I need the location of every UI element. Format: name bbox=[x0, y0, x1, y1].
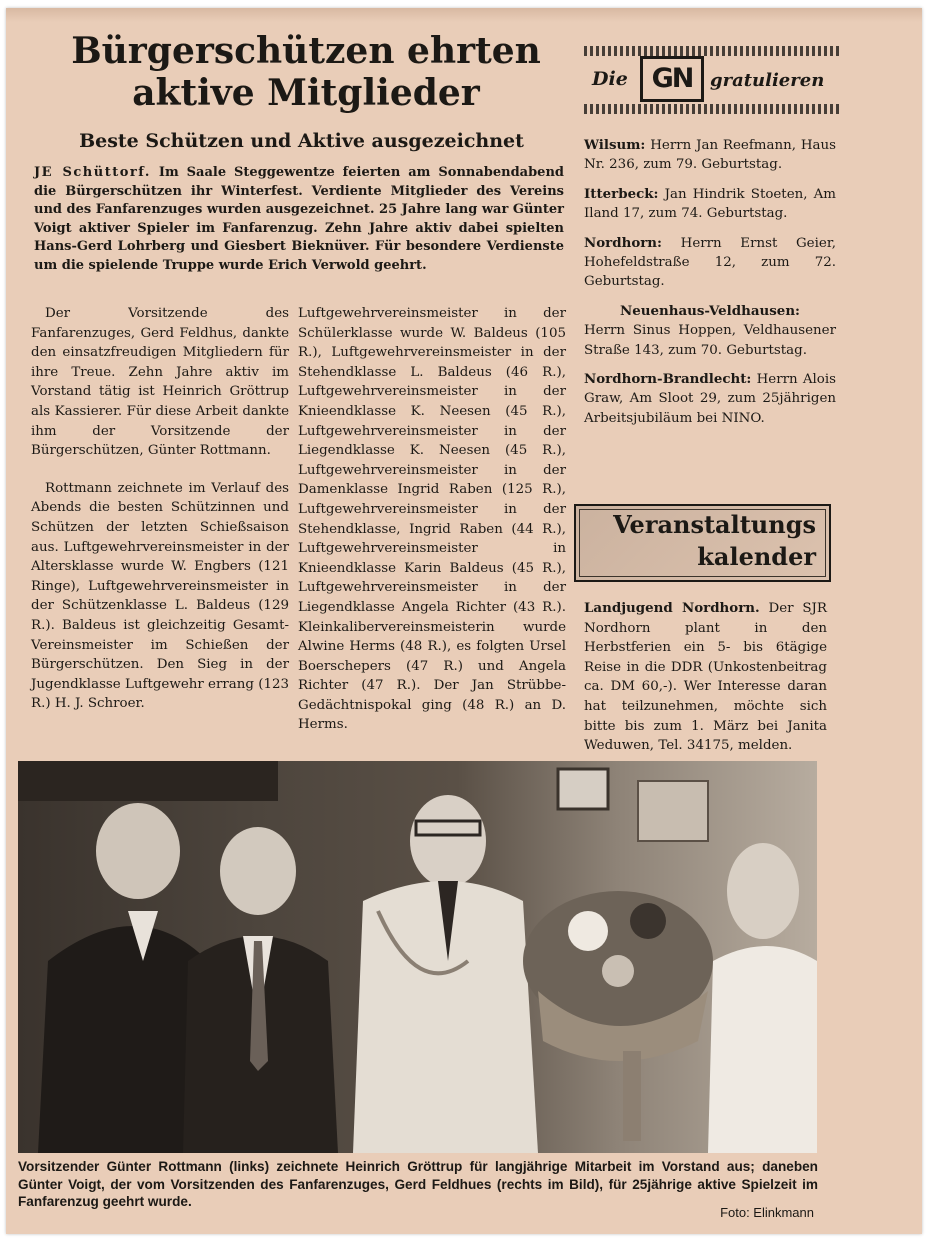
gratulieren-label: gratulieren bbox=[710, 70, 825, 91]
entry-place: Wilsum: bbox=[584, 137, 646, 153]
torn-edge bbox=[6, 8, 922, 22]
birthday-list bbox=[584, 136, 836, 438]
birthday-entry bbox=[584, 185, 836, 224]
article-column-2 bbox=[298, 304, 566, 753]
gn-gratulieren-header bbox=[584, 42, 842, 118]
gn-logo: GN bbox=[640, 56, 704, 102]
entry-place: Nordhorn: bbox=[584, 234, 662, 251]
event-text: Der SJR Nordhorn plant in den Herbstferien ein 5- bis 6tägige Reise in die DDR (Unkostenbeitrag ca. DM 60,-). Wer Interesse daran hat teilzunehmen, möchte sich bitte bis zum 1. März bei Janita Weduwen, Tel. 34175, melden. bbox=[584, 601, 827, 754]
birthday-entry bbox=[584, 234, 836, 292]
birthday-entry bbox=[584, 302, 836, 360]
wall-beam bbox=[18, 761, 278, 801]
entry-place: Itterbeck: bbox=[584, 185, 659, 202]
entry-text: Herrn Alois Graw, Am Sloot 29, zum 25jährigen Arbeitsjubiläum bei NINO. bbox=[584, 372, 836, 426]
person-4 bbox=[708, 843, 817, 1153]
event-entry bbox=[584, 599, 827, 756]
person-2 bbox=[183, 827, 338, 1153]
column-1-paragraph-2: Rottmann zeichnete im Verlauf des Abends die besten Schützinnen und Schützen der letzten Schießsaison aus. Luftgewehrvereinsmeister in der Altersklasse wurde W. Engbers (121 Ringe), Luftgewehrvereinsmeister in der Schützenklasse L. Baldeus (129 R.). Baldeus ist gleichzeitig Gesamt-Vereinsmeister im Schießen der Bürgerschützen. Den Sieg in der Jugendklasse Luftgewehr errang (123 R.) H. J. Schroer. bbox=[31, 480, 289, 712]
headline-line-2: aktive Mitglieder bbox=[132, 72, 480, 114]
headline bbox=[46, 30, 566, 114]
veranstaltungskalender-box bbox=[574, 504, 831, 582]
headline-line-1: Bürgerschützen ehrten bbox=[71, 30, 541, 72]
birthday-entry bbox=[584, 370, 836, 428]
lead-paragraph bbox=[34, 164, 564, 276]
photo-credit: Foto: Elinkmann bbox=[720, 1205, 814, 1220]
wall-picture bbox=[638, 781, 708, 841]
entry-place: Nordhorn-Brandlecht: bbox=[584, 371, 752, 388]
die-label: Die bbox=[592, 68, 628, 90]
decorative-border-bottom bbox=[584, 104, 842, 114]
newspaper-clipping bbox=[6, 8, 922, 1234]
event-place: Landjugend Nordhorn. bbox=[584, 600, 760, 616]
subheadline: Beste Schützen und Aktive ausgezeichnet bbox=[79, 130, 524, 152]
lead-text: Im Saale Steggewentze feierten am Sonnabendabend die Bürgerschützen ihr Winterfest. Verdiente Mitglieder des Vereins und des Fanfarenzuges wurden ausgezeichnet. 25 Jahre lang war Günter Voigt aktiver Spieler im Fanfarenzug. Zehn Jahre aktiv dabei spielten Hans-Gerd Lohrberg und Giesbert Bieknüver. Für besondere Verdienste um die spielende Truppe wurde Erich Verwold geehrt. bbox=[34, 165, 564, 273]
photo-illustration bbox=[18, 761, 817, 1153]
column-2-paragraph: Luftgewehrvereinsmeister in der Schülerklasse wurde W. Baldeus (105 R.), Luftgewehrvereinsmeister in der Stehendklasse L. Baldeus (46 R.), Luftgewehrvereinsmeister in der Knieendklasse K. Neesen (45 R.), Luftgewehrvereinsmeister in der Liegendklasse K. Neesen (45 R.), Luftgewehrvereinsmeister in der Damenklasse Ingrid Raben (125 R.), Luftgewehrvereinsmeister in der Stehendklasse, Ingrid Raben (44 R.), Luftgewehrvereinsmeister in Knieendklasse Karin Baldeus (45 R.), Luftgewehrvereinsmeister in der Liegendklasse Angela Richter (43 R.). Kleinkalibervereinsmeisterin wurde Alwine Herms (48 R.), es folgten Ursel Boerschepers (47 R.) und Angela Richter (47 R.). Der Jan Strübbe-Gedächtnispokal ging (48 R.) an D. Herms. bbox=[298, 306, 566, 733]
article-column-1 bbox=[31, 304, 289, 732]
photo-caption: Vorsitzender Günter Rottmann (links) zeichnete Heinrich Gröttrup für langjährige Mitarbeit im Vorstand aus; daneben Günter Voigt, der vom Vorsitzenden des Fanfarenzuges, Gerd Feldhues (rechts im Bild), für 25jährige aktive Spielzeit im Fanfarenzug geehrt wurde. bbox=[18, 1159, 818, 1210]
kalender-title-line-1: Veranstaltungs bbox=[613, 510, 816, 539]
entry-text: Herrn Jan Reefmann, Haus Nr. 236, zum 79. Geburtstag. bbox=[584, 138, 836, 173]
kalender-title-line-2: kalender bbox=[697, 542, 816, 571]
gift-basket bbox=[523, 891, 713, 1141]
person-3 bbox=[353, 795, 538, 1153]
entry-text: Herrn Sinus Hoppen, Veldhausener Straße 143, zum 70. Geburtstag. bbox=[584, 323, 836, 358]
column-1-paragraph-1: Der Vorsitzende des Fanfarenzuges, Gerd Feldhus, dankte den einsatzfreudigen Mitgliedern für ihre Treue. Zehn Jahre aktiv im Vorstand tätig ist Heinrich Gröttrup als Kassierer. Für diese Arbeit dankte ihm der Vorsitzende der Bürgerschützen, Günter Rottmann. bbox=[31, 306, 289, 459]
article-photo bbox=[18, 761, 817, 1153]
entry-place: Neuenhaus-Veldhausen: bbox=[619, 302, 801, 319]
dateline: JE Schüttorf. bbox=[34, 165, 151, 180]
wall-frame bbox=[558, 769, 608, 809]
entry-text: Jan Hindrik Stoeten, Am Iland 17, zum 74. Geburtstag. bbox=[584, 186, 836, 222]
decorative-border-top bbox=[584, 46, 842, 56]
entry-text: Herrn Ernst Geier, Hohefeldstraße 12, zum 72. Geburtstag. bbox=[584, 235, 836, 290]
birthday-entry bbox=[584, 136, 836, 175]
